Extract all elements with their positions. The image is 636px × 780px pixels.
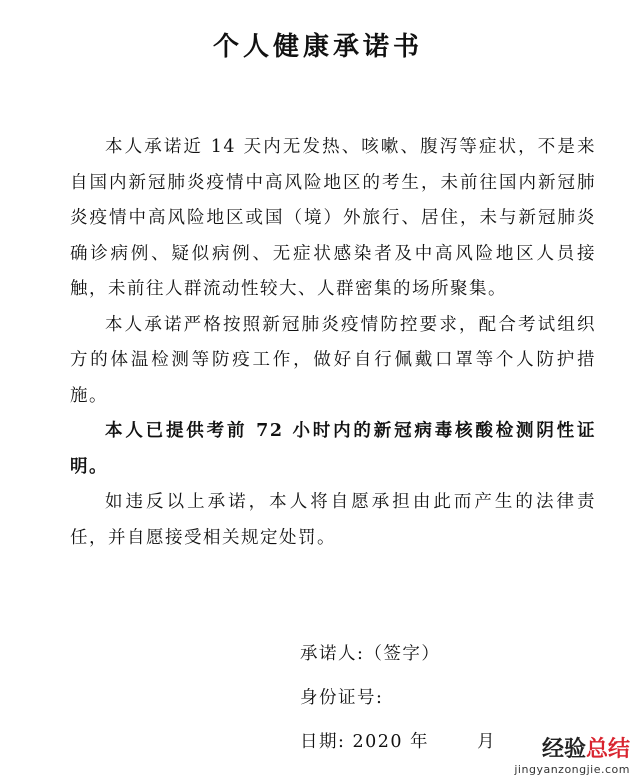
document-body xyxy=(70,130,596,556)
paragraph-liability: 如违反以上承诺，本人将自愿承担由此而产生的法律责任，并自愿接受相关规定处罚。 xyxy=(70,492,596,548)
date-year: 日期: 2020 年 xyxy=(300,732,430,752)
watermark-logo xyxy=(514,737,630,763)
document-title: 个人健康承诺书 xyxy=(212,32,423,62)
date-line xyxy=(300,728,496,753)
watermark-logo-right: 总结 xyxy=(585,737,630,762)
paragraph-health-promise: 本人承诺近 14 天内无发热、咳嗽、腹泻等症状，不是来自国内新冠肺炎疫情中高风险地区的考生，未前往国内新冠肺炎疫情中高风险地区或国（境）外旅行、居住，未与新冠肺炎确诊病例、疑似病例、无症状感染者及中高风险地区人员接触，未前往人群流动性较大、人群密集的场所聚集。 xyxy=(70,137,596,299)
watermark-url: jingyanzongjie.com xyxy=(514,763,630,776)
id-number-line: 身份证号: xyxy=(300,688,384,708)
signer-line: 承诺人:（签字） xyxy=(300,644,441,664)
paragraph-prevention-promise: 本人承诺严格按照新冠肺炎疫情防控要求，配合考试组织方的体温检测等防疫工作，做好自行佩戴口罩等个人防护措施。 xyxy=(70,314,596,406)
paragraph-nucleic-test: 本人已提供考前 72 小时内的新冠病毒核酸检测阴性证明。 xyxy=(70,421,596,477)
watermark-logo-left: 经验 xyxy=(541,737,586,762)
date-month: 月 xyxy=(477,732,497,752)
site-watermark xyxy=(514,737,630,776)
